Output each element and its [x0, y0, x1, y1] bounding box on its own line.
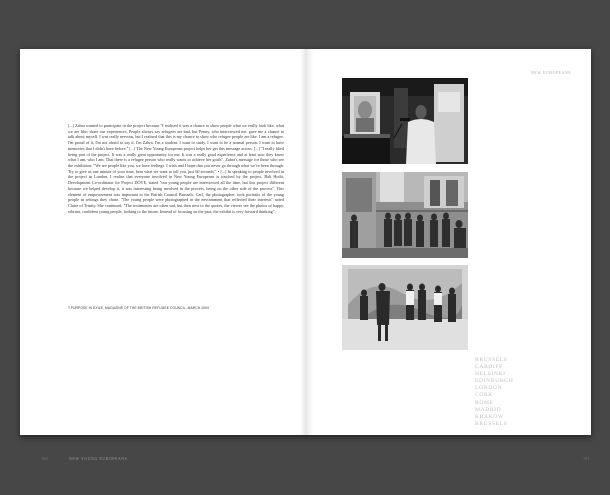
- photo-exhibition-visitors: [342, 172, 468, 258]
- page-number-left: 180: [41, 456, 48, 461]
- spine-gutter: [300, 49, 314, 435]
- photo-group-artwork: [342, 265, 468, 350]
- photo-speaker: [342, 78, 468, 164]
- city-item: BRUSSELS: [475, 420, 508, 427]
- running-head-right: NEW EUROPEANS: [530, 70, 571, 75]
- city-item: BRUSSELS: [475, 357, 508, 363]
- photo-speaker-image: [342, 78, 468, 164]
- photo-group-image: [342, 265, 468, 350]
- city-list: [475, 357, 513, 428]
- source-footnote: T.PURPOSE IN EXILE, MAGAZINE OF THE BRITISH REFUGEE COUNCIL, MARCH 2004: [68, 306, 209, 310]
- city-item: CARDIFF: [475, 364, 503, 371]
- city-item: EDINBURGH: [475, 378, 514, 385]
- book-spread: [20, 49, 591, 461]
- city-item: KRAKOW: [475, 413, 504, 420]
- article-body-text: [...] Zahra wanted to participate in the project because "I realised it was a chance to show people what we really look like, what we are like; share our experiences. People always say refugees are bad, but Penny, who interviewed me, gave me a chance to talk about myself. I was really nervous, but I realised that this is my chance to show who refugee people are like. I am a refugee. I'm proud of it, I'm not afraid to say it. I'm Zahra, I'm a student. I want to study. I want to be a normal person. I want to have memories that I didn't have before." [...] The New Young Europeans project helps her get this message across. [...] "I really liked being part of the project. It was a really great opportunity for me. It was a really good experience and at least now they know what I am, who I am. That there is a refugee person who really wants to achieve her goals". Zahra's message for those who see the exhibition: "We are people like you, we have feelings. I wish and I hope that you never go through what we've been through. Try to give us one minute of your time, hear what we want to tell you, just 60 seconds". • [...] In speaking to people involved in the project in London, I realise that everyone involved in New Young Europeans is touched by the project. Bali Hothi, Development Co-ordinator for Project DOVE, stated "our young people are interviewed all the time, but this project different because we helped develop it, it was interesting being involved in the process, being on the other side of the process". This element of empowerment was important to the British Council Brussels. Carl, the photographer, took portraits of the young people in settings they chose. "The young people were photographed in the environment that reflected their interests" noted Claire of Trinity. She continued, "The testimonies are often sad, but then next to the quotes, the viewer see the photos of happy, vibrant, confident young people, looking to the future. Instead of focusing on the past, the exhibit is very forward thinking".: [68, 123, 284, 214]
- right-page: [306, 49, 591, 461]
- city-item: ROME: [475, 399, 494, 406]
- running-head-left: NEW YOUNG EUROPEANS: [69, 456, 128, 461]
- city-item: LONDON: [475, 385, 503, 392]
- city-item: CORK: [475, 392, 493, 399]
- city-item: MADRID: [475, 406, 502, 413]
- page-number-right: 181: [583, 456, 590, 461]
- left-page: [20, 49, 306, 461]
- city-item: HELSINKI: [475, 371, 506, 378]
- photo-exhibition-image: [342, 172, 468, 258]
